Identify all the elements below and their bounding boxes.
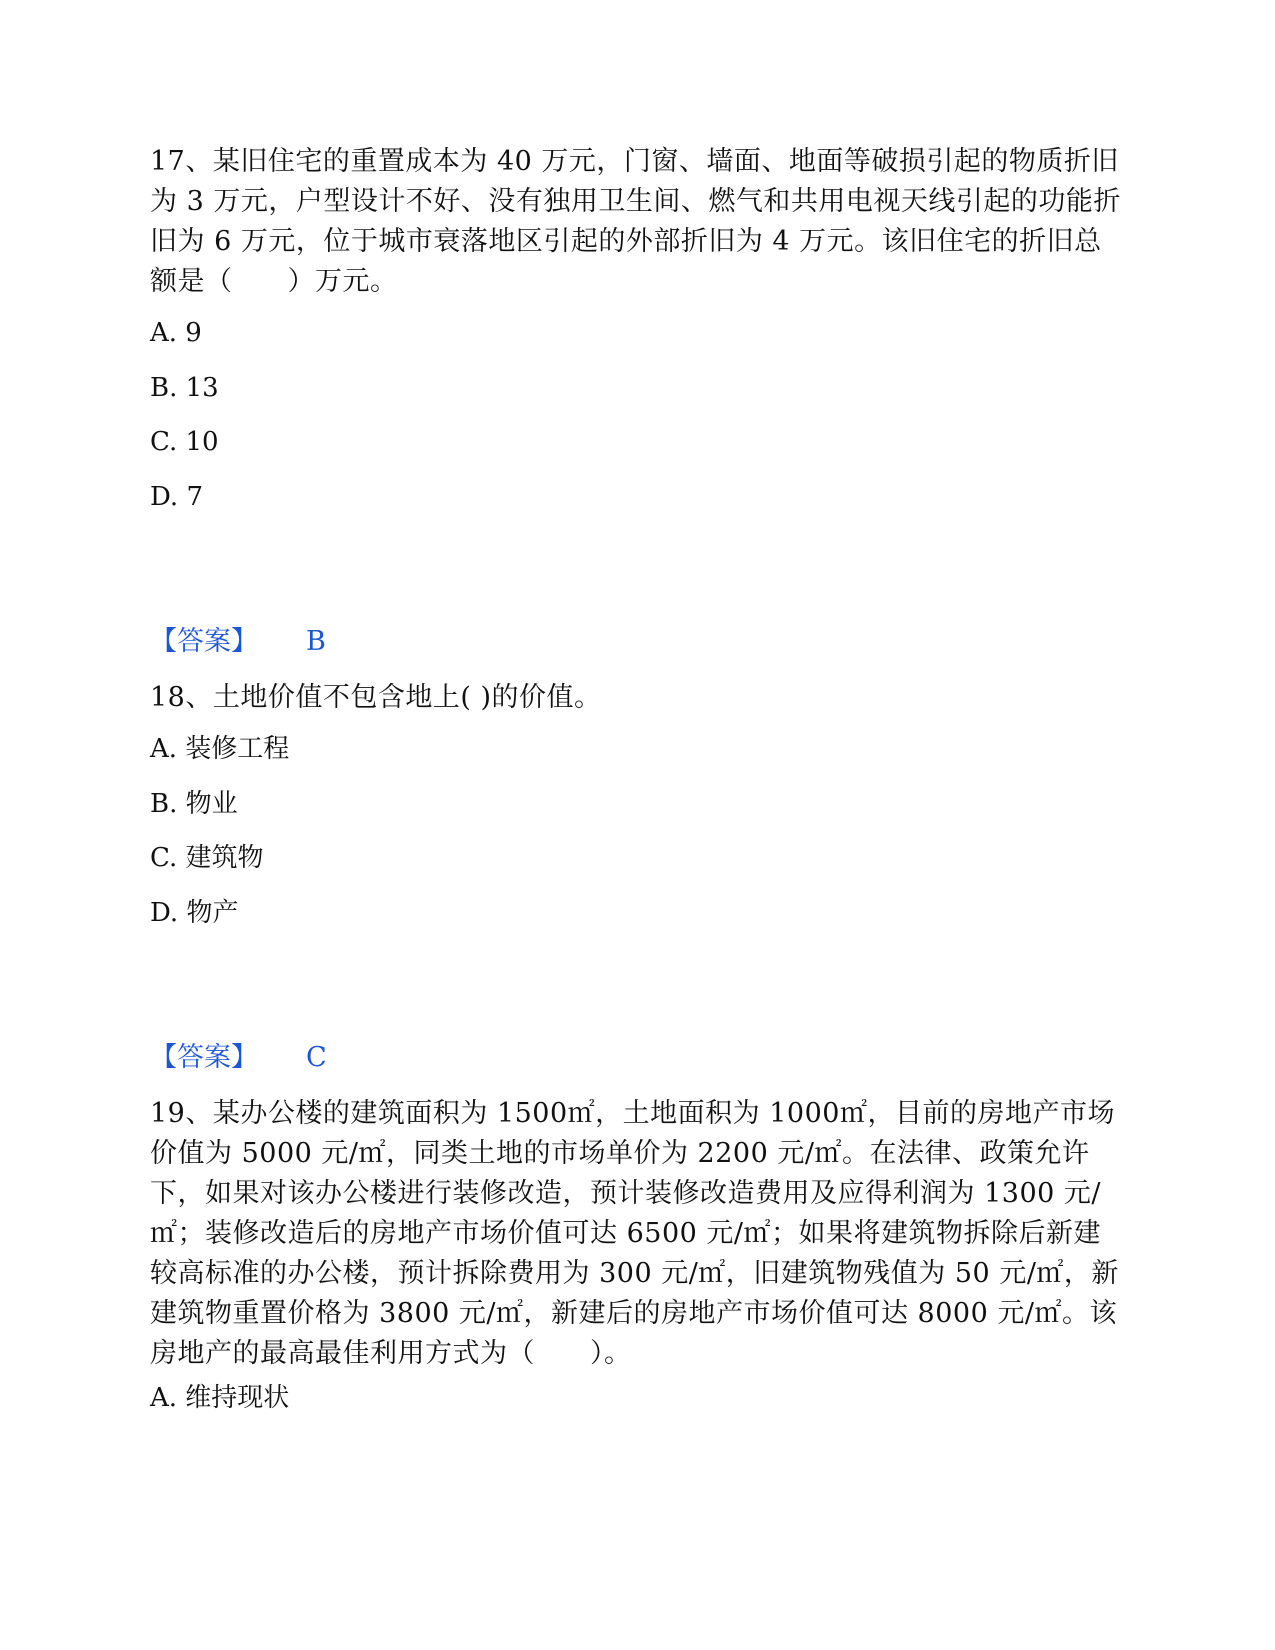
question-18-option-c: C. 建筑物 xyxy=(150,843,264,873)
question-17 xyxy=(150,142,1125,302)
question-18 xyxy=(150,678,1125,718)
question-18-option-a: A. 装修工程 xyxy=(150,734,290,764)
question-17-stem: 17、某旧住宅的重置成本为 40 万元，门窗、墙面、地面等破损引起的物质折旧为 3 万元，户型设计不好、没有独用卫生间、燃气和共用电视天线引起的功能折旧为 6 万元，位于城市衰落地区引起的外部折旧为 4 万元。该旧住宅的折旧总额是（ ）万元。 xyxy=(150,146,1121,297)
question-17-option-b: B. 13 xyxy=(150,373,219,403)
question-18-option-b: B. 物业 xyxy=(150,789,238,819)
answer-label: 【答案】 xyxy=(150,1042,258,1073)
question-19-option-a: A. 维持现状 xyxy=(150,1383,290,1413)
question-17-option-a: A. 9 xyxy=(150,318,202,348)
question-17-answer xyxy=(150,626,326,658)
question-18-stem: 18、土地价值不包含地上( )的价值。 xyxy=(150,682,602,713)
question-18-option-d: D. 物产 xyxy=(150,898,239,928)
answer-value: B xyxy=(306,626,326,657)
answer-value: C xyxy=(306,1042,327,1073)
question-17-option-c: C. 10 xyxy=(150,427,219,457)
question-18-answer xyxy=(150,1042,327,1074)
question-19-stem: 19、某办公楼的建筑面积为 1500㎡，土地面积为 1000㎡，目前的房地产市场价值为 5000 元/㎡，同类土地的市场单价为 2200 元/㎡。在法律、政策允许下，如果对该办公楼进行装修改造，预计装修改造费用及应得利润为 1300 元/㎡；装修改造后的房地产市场价值可达 6500 元/㎡；如果将建筑物拆除后新建较高标准的办公楼，预计拆除费用为 300 元/㎡，旧建筑物残值为 50 元/㎡，新建筑物重置价格为 3800 元/㎡，新建后的房地产市场价值可达 8000 元/㎡。该房地产的最高最佳利用方式为（ ）。 xyxy=(150,1098,1119,1369)
question-19 xyxy=(150,1094,1125,1374)
answer-label: 【答案】 xyxy=(150,626,258,657)
question-17-option-d: D. 7 xyxy=(150,482,203,512)
